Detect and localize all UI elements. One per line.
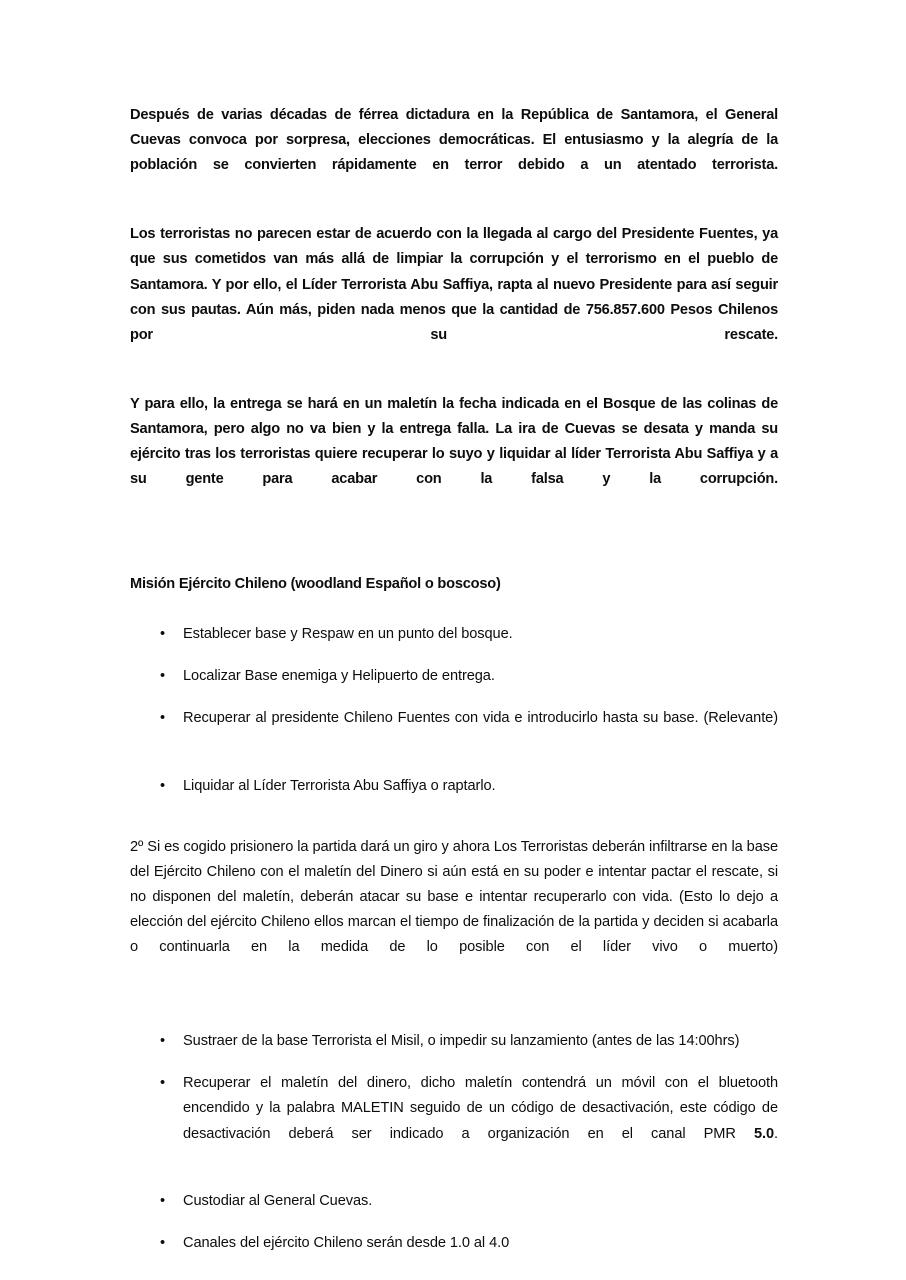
list-item	[130, 1231, 778, 1256]
paragraph-second-phase: 2º Si es cogido prisionero la partida dará un giro y ahora Los Terroristas deberán infiltrarse en la base del Ejército Chileno con el maletín del Dinero si aún está en su poder e intentar pactar el rescate, si no disponen del maletín, deberán atacar su base e intentar recuperarlo con vida. (Esto lo dejo a elección del ejército Chileno ellos marcan el tiempo de finalización de la partida y deciden si acabarla o continuarla en la medida de lo posible con el líder vivo o muerto)	[130, 838, 778, 956]
list-item	[130, 1029, 778, 1054]
bullet-icon: •	[160, 1234, 166, 1251]
paragraph-intro-2: Los terroristas no parecen estar de acuerdo con la llegada al cargo del Presidente Fuentes, ya que sus cometidos van más allá de limpiar la corrupción y el terrorismo en el pueblo de Santamora. Y por ello, el Líder Terrorista Abu Saffiya, rapta al nuevo Presidente para así seguir con sus pautas. Aún más, piden nada menos que la cantidad de 756.857.600 Pesos Chilenos por su rescate.	[130, 226, 778, 343]
spacer-before-second-phase	[130, 799, 778, 835]
bullet-icon: •	[160, 710, 166, 727]
bullet-icon: •	[160, 777, 166, 794]
list-item-text: Canales del ejército Chileno serán desde 1.0 al 4.0	[183, 1234, 510, 1251]
bullet-icon: •	[160, 1033, 166, 1050]
bullet-icon: •	[160, 1075, 166, 1092]
mission-section-heading: Misión Ejército Chileno (woodland Español o boscoso)	[130, 576, 501, 593]
terrorist-objectives-list	[130, 1029, 778, 1256]
list-item	[130, 1189, 778, 1214]
list-item-text: Liquidar al Líder Terrorista Abu Saffiya o raptarlo.	[183, 777, 496, 794]
pmr-channel-value: 5.0	[753, 1125, 775, 1142]
list-item	[130, 664, 778, 689]
list-item-text: Establecer base y Respaw en un punto del bosque.	[183, 626, 513, 643]
list-item	[130, 1071, 778, 1171]
list-item-text: Sustraer de la base Terrorista el Misil, o impedir su lanzamiento (antes de las 14:00hrs)	[183, 1033, 740, 1050]
bullet-icon: •	[160, 626, 166, 643]
spacer-before-terrorist-list	[130, 1004, 778, 1029]
bullet-icon: •	[160, 1192, 166, 1209]
list-item-text-tail: .	[774, 1125, 778, 1142]
document-body	[130, 103, 778, 1256]
list-item-text: Recuperar el maletín del dinero, dicho maletín contendrá un móvil con el bluetooth encendido y la palabra MALETIN seguido de un código de desactivación, este código de desactivación deberá ser indicado a organización en el canal PMR	[183, 1075, 778, 1142]
bullet-icon: •	[160, 668, 166, 685]
list-item	[130, 706, 778, 756]
list-item-text: Recuperar al presidente Chileno Fuentes con vida e introducirlo hasta su base. (Relevante)	[183, 710, 778, 727]
spacer-before-mission	[130, 536, 778, 572]
list-item	[130, 622, 778, 647]
paragraph-intro-1: Después de varias décadas de férrea dictadura en la República de Santamora, el General Cuevas convoca por sorpresa, elecciones democráticas. El entusiasmo y la alegría de la población se convierten rápidamente en terror debido a un atentado terrorista.	[130, 107, 778, 174]
list-item-text: Localizar Base enemiga y Helipuerto de entrega.	[183, 668, 495, 685]
list-item	[130, 774, 778, 799]
mission-objectives-list	[130, 622, 778, 798]
list-item-text: Custodiar al General Cuevas.	[183, 1192, 373, 1209]
paragraph-intro-3: Y para ello, la entrega se hará en un maletín la fecha indicada en el Bosque de las colinas de Santamora, pero algo no va bien y la entrega falla. La ira de Cuevas se desata y manda su ejército tras los terroristas quiere recuperar lo suyo y liquidar al líder Terrorista Abu Saffiya y a su gente para acabar con la falsa y la corrupción.	[130, 395, 778, 488]
spacer-after-mission-heading	[130, 597, 778, 622]
